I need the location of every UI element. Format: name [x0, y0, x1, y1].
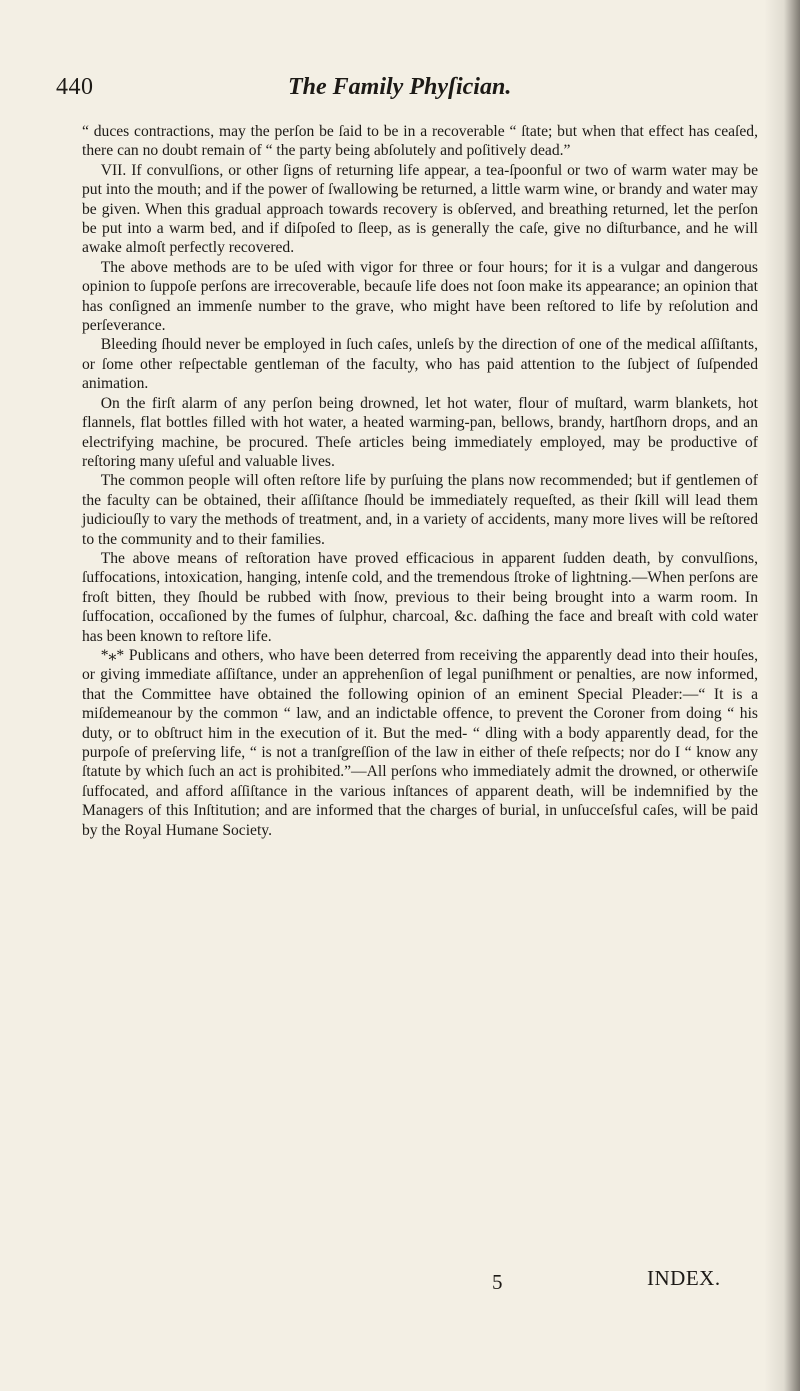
- page-header: [56, 74, 740, 114]
- paragraph-first-alarm: On the firſt alarm of any perſon being drowned, let hot water, flour of muſtard, warm blankets, hot flannels, flat bottles filled with hot water, a heated warming-pan, bellows, brandy, hartſhorn drops, and an electrifying machine, be procured. Theſe articles being immediately employed, may be productive of reſtoring many uſeful and valuable lives.: [82, 394, 758, 470]
- running-title: The Family Phyſician.: [288, 74, 512, 100]
- catchword: INDEX.: [647, 1266, 721, 1290]
- signature-mark: 5: [492, 1270, 503, 1294]
- page-number: 440: [56, 74, 94, 100]
- paragraph-vigor: The above methods are to be uſed with vigor for three or four hours; for it is a vulgar and dangerous opinion to ſuppoſe perſons are irrecoverable, becauſe life does not ſoon make its appearance; an opinion that has conſigned an immenſe number to the grave, who might have been reſtored to life by reſolution and perſeverance.: [82, 258, 758, 335]
- paragraph-common-people: The common people will often reſtore life by purſuing the plans now recommended; but if gentlemen of the faculty can be obtained, their aſſiſtance ſhould be immediately requeſted, as their ſkill will lead them judiciouſly to vary the methods of treatment, and, in a variety of accidents, many more lives will be reſtored to the community and to their families.: [82, 472, 758, 548]
- paragraph-restoration: The above means of reſtoration have proved efficacious in apparent ſudden death, by convulſions, ſuffocations, intoxication, hanging, intenſe cold, and the tremendous ſtroke of lightning.—When perſons are froſt bitten, they ſhould be rubbed with ſnow, previous to their being brought into a warm room. In ſuffocation, occaſioned by the fumes of ſulphur, charcoal, &c. daſhing the face and breaſt with cold water has been known to reſtore life.: [82, 549, 758, 645]
- page-edge-shadow: [764, 0, 800, 1391]
- paragraph-publicans: *⁎* Publicans and others, who have been deterred from receiving the apparently dead into their houſes, or giving immediate aſſiſtance, under an apprehenſion of legal puniſhment or penalties, are now informed, that the Committee have obtained the following opinion of an eminent Special Pleader:—“ It is a miſdemeanour by the common “ law, and an indictable offence, to prevent the Coroner from doing “ his duty, or to obſtruct him in the execution of it. But the med- “ dling with a body apparently dead, for the purpoſe of preſerving life, “ is not a tranſgreſſion of the law in either of theſe reſpects; nor do I “ know any ſtatute by which ſuch an act is prohibited.”—All perſons who immediately admit the drowned, or otherwiſe ſuffocated, and afford aſſiſtance in the various inſtances of apparent death, will be indemnified by the Managers of this Inſtitution; and are informed that the charges of burial, in unſucceſsful caſes, will be paid by the Royal Humane Society.: [82, 646, 758, 839]
- body-text: [82, 122, 758, 840]
- paragraph-bleeding: Bleeding ſhould never be employed in ſuch caſes, unleſs by the direction of one of the medical aſſiſtants, or ſome other reſpectable gentleman of the faculty, who has paid attention to the ſubject of ſuſpended animation.: [82, 336, 758, 393]
- page-footer: [82, 1266, 758, 1296]
- paragraph-section-vii: VII. If convulſions, or other ſigns of returning life appear, a tea-ſpoonful or two of warm water may be put into the mouth; and if the power of ſwallowing be returned, a little warm wine, or brandy and water may be given. When this gradual approach towards recovery is obſerved, and breathing returned, let the perſon be put into a warm bed, and if diſpoſed to ſleep, as is generally the caſe, give no diſturbance, and he will awake almoſt perfectly recovered.: [82, 161, 758, 257]
- paragraph-quote-end: “ duces contractions, may the perſon be ſaid to be in a recoverable “ ſtate; but when that effect has ceaſed, there can no doubt remain of “ the party being abſolutely and poſitively dead.”: [82, 123, 758, 160]
